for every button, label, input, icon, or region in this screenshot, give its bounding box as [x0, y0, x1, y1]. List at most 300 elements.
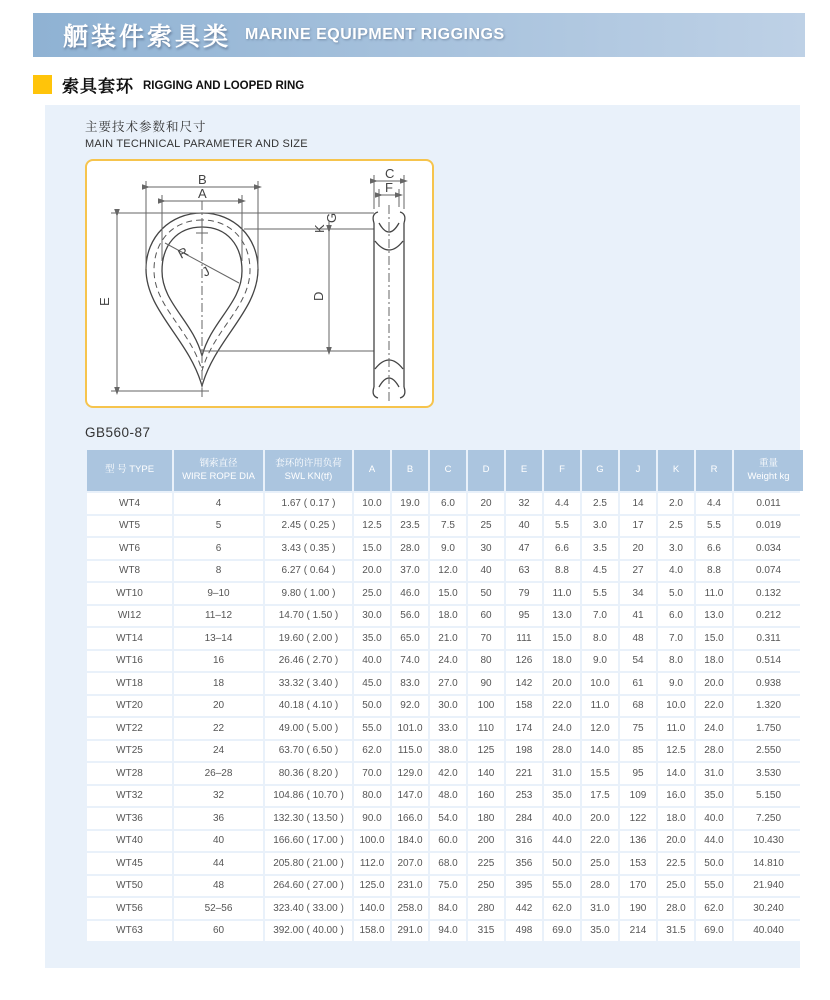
cell: WT63 — [87, 921, 172, 942]
cell: 36 — [174, 808, 263, 829]
cell: 40.040 — [734, 921, 803, 942]
cell: 125 — [468, 741, 504, 762]
cell: 4 — [174, 493, 263, 514]
cell: 129.0 — [392, 763, 428, 784]
cell: 15.0 — [696, 628, 732, 649]
cell: WT5 — [87, 516, 172, 537]
cell: 2.5 — [658, 516, 694, 537]
cell: 62.0 — [544, 898, 580, 919]
standard-number: GB560-87 — [85, 425, 151, 440]
cell: 5.5 — [544, 516, 580, 537]
table-row — [87, 718, 803, 739]
cell: 316 — [506, 831, 542, 852]
cell: 253 — [506, 786, 542, 807]
cell: 19.0 — [392, 493, 428, 514]
cell: 13–14 — [174, 628, 263, 649]
cell: 3.43 ( 0.35 ) — [265, 538, 352, 559]
cell: 136 — [620, 831, 656, 852]
cell: 60 — [174, 921, 263, 942]
cell: 48 — [620, 628, 656, 649]
subtitle-en: MAIN TECHNICAL PARAMETER AND SIZE — [85, 138, 308, 150]
cell: 80.36 ( 8.20 ) — [265, 763, 352, 784]
thimble-diagram — [87, 161, 432, 406]
cell: WT25 — [87, 741, 172, 762]
cell: 158.0 — [354, 921, 390, 942]
cell: 35.0 — [696, 786, 732, 807]
cell: 18.0 — [696, 651, 732, 672]
column-header: F — [544, 450, 580, 491]
cell: WT18 — [87, 673, 172, 694]
cell: 126 — [506, 651, 542, 672]
cell: 31.0 — [696, 763, 732, 784]
cell: 25.0 — [658, 876, 694, 897]
cell: WT36 — [87, 808, 172, 829]
cell: 9.0 — [430, 538, 466, 559]
cell: 100.0 — [354, 831, 390, 852]
cell: 291.0 — [392, 921, 428, 942]
cell: 221 — [506, 763, 542, 784]
cell: 28.0 — [658, 898, 694, 919]
cell: 14.810 — [734, 853, 803, 874]
cell: 61 — [620, 673, 656, 694]
column-header: G — [582, 450, 618, 491]
cell: WT28 — [87, 763, 172, 784]
cell: 11.0 — [544, 583, 580, 604]
cell: 6 — [174, 538, 263, 559]
cell: 392.00 ( 40.00 ) — [265, 921, 352, 942]
cell: 20.0 — [658, 831, 694, 852]
cell: 3.5 — [582, 538, 618, 559]
cell: 55.0 — [354, 718, 390, 739]
cell: 498 — [506, 921, 542, 942]
cell: 258.0 — [392, 898, 428, 919]
cell: 207.0 — [392, 853, 428, 874]
cell: 18 — [174, 673, 263, 694]
cell: 323.40 ( 33.00 ) — [265, 898, 352, 919]
cell: WT40 — [87, 831, 172, 852]
cell: 60.0 — [430, 831, 466, 852]
cell: 55.0 — [696, 876, 732, 897]
dim-label-g: G — [324, 212, 339, 223]
cell: 50.0 — [544, 853, 580, 874]
cell: 198 — [506, 741, 542, 762]
cell: 15.5 — [582, 763, 618, 784]
spec-table-head — [87, 450, 803, 491]
cell: 9–10 — [174, 583, 263, 604]
cell: 315 — [468, 921, 504, 942]
cell: 34 — [620, 583, 656, 604]
cell: 54.0 — [430, 808, 466, 829]
cell: 50 — [468, 583, 504, 604]
cell: 19.60 ( 2.00 ) — [265, 628, 352, 649]
column-header: D — [468, 450, 504, 491]
table-row — [87, 493, 803, 514]
cell: 22 — [174, 718, 263, 739]
cell: 40.0 — [696, 808, 732, 829]
cell: WT14 — [87, 628, 172, 649]
cell: 69.0 — [696, 921, 732, 942]
header-row — [87, 450, 803, 491]
cell: 44.0 — [696, 831, 732, 852]
cell: 28.0 — [582, 876, 618, 897]
cell: WT56 — [87, 898, 172, 919]
dim-label-e: E — [97, 297, 112, 306]
cell: 3.530 — [734, 763, 803, 784]
cell: 0.212 — [734, 606, 803, 627]
cell: 35.0 — [582, 921, 618, 942]
cell: 8.0 — [658, 651, 694, 672]
cell: 160 — [468, 786, 504, 807]
cell: 15.0 — [544, 628, 580, 649]
table-row — [87, 831, 803, 852]
cell: 1.320 — [734, 696, 803, 717]
cell: 28.0 — [696, 741, 732, 762]
cell: 7.0 — [658, 628, 694, 649]
cell: 56.0 — [392, 606, 428, 627]
cell: 15.0 — [354, 538, 390, 559]
section-title-en: RIGGING AND LOOPED RING — [143, 79, 305, 92]
cell: 75.0 — [430, 876, 466, 897]
cell: 190 — [620, 898, 656, 919]
cell: 0.132 — [734, 583, 803, 604]
cell: 170 — [620, 876, 656, 897]
cell: 90 — [468, 673, 504, 694]
dim-label-d: D — [311, 291, 326, 301]
cell: 22.5 — [658, 853, 694, 874]
cell: 38.0 — [430, 741, 466, 762]
dim-label-f: F — [385, 180, 393, 195]
cell: 68.0 — [430, 853, 466, 874]
cell: 20 — [174, 696, 263, 717]
column-header: 套环的许用负荷 SWL KN(tf) — [265, 450, 352, 491]
cell: 125.0 — [354, 876, 390, 897]
cell: 30.0 — [430, 696, 466, 717]
cell: 0.034 — [734, 538, 803, 559]
cell: 3.0 — [582, 516, 618, 537]
cell: 5.0 — [658, 583, 694, 604]
cell: 26.46 ( 2.70 ) — [265, 651, 352, 672]
cell: 110 — [468, 718, 504, 739]
cell: 80 — [468, 651, 504, 672]
cell: 16 — [174, 651, 263, 672]
cell: 7.250 — [734, 808, 803, 829]
cell: 15.0 — [430, 583, 466, 604]
cell: 24.0 — [696, 718, 732, 739]
cell: 70 — [468, 628, 504, 649]
cell: 41 — [620, 606, 656, 627]
table-row — [87, 583, 803, 604]
cell: 48 — [174, 876, 263, 897]
cell: 109 — [620, 786, 656, 807]
cell: 40 — [506, 516, 542, 537]
cell: 250 — [468, 876, 504, 897]
cell: 6.0 — [430, 493, 466, 514]
cell: 8.8 — [696, 561, 732, 582]
cell: 55.0 — [544, 876, 580, 897]
banner-title-zh: 舾装件索具类 — [63, 23, 232, 51]
cell: 12.5 — [354, 516, 390, 537]
cell: WT32 — [87, 786, 172, 807]
table-row — [87, 786, 803, 807]
cell: 35.0 — [544, 786, 580, 807]
cell: 442 — [506, 898, 542, 919]
cell: 205.80 ( 21.00 ) — [265, 853, 352, 874]
cell: 174 — [506, 718, 542, 739]
cell: 40.18 ( 4.10 ) — [265, 696, 352, 717]
cell: 44.0 — [544, 831, 580, 852]
cell: 40 — [468, 561, 504, 582]
cell: 5.5 — [582, 583, 618, 604]
cell: 30.0 — [354, 606, 390, 627]
cell: 9.0 — [582, 651, 618, 672]
cell: 184.0 — [392, 831, 428, 852]
cell: 49.00 ( 5.00 ) — [265, 718, 352, 739]
cell: WT4 — [87, 493, 172, 514]
cell: 5.5 — [696, 516, 732, 537]
column-header: K — [658, 450, 694, 491]
cell: 12.0 — [430, 561, 466, 582]
cell: 2.45 ( 0.25 ) — [265, 516, 352, 537]
cell: 47 — [506, 538, 542, 559]
cell: 112.0 — [354, 853, 390, 874]
cell: 25 — [468, 516, 504, 537]
table-row — [87, 853, 803, 874]
cell: WT16 — [87, 651, 172, 672]
cell: 44 — [174, 853, 263, 874]
cell: 12.0 — [582, 718, 618, 739]
cell: 4.0 — [658, 561, 694, 582]
cell: 2.0 — [658, 493, 694, 514]
column-header: C — [430, 450, 466, 491]
column-header: 重量 Weight kg — [734, 450, 803, 491]
cell: 32 — [174, 786, 263, 807]
cell: 0.938 — [734, 673, 803, 694]
cell: 14.70 ( 1.50 ) — [265, 606, 352, 627]
cell: 395 — [506, 876, 542, 897]
cell: 20.0 — [696, 673, 732, 694]
cell: 8.0 — [582, 628, 618, 649]
subtitle-zh: 主要技术参数和尺寸 — [85, 120, 207, 134]
cell: 31.5 — [658, 921, 694, 942]
cell: 18.0 — [658, 808, 694, 829]
cell: 12.5 — [658, 741, 694, 762]
cell: 16.0 — [658, 786, 694, 807]
cell: 214 — [620, 921, 656, 942]
cell: 30.240 — [734, 898, 803, 919]
cell: 42.0 — [430, 763, 466, 784]
cell: 62.0 — [696, 898, 732, 919]
cell: 25.0 — [354, 583, 390, 604]
cell: 74.0 — [392, 651, 428, 672]
section-curl — [400, 212, 405, 223]
cell: 14 — [620, 493, 656, 514]
cell: 25.0 — [582, 853, 618, 874]
cell: 7.5 — [430, 516, 466, 537]
dim-label-c: C — [385, 166, 395, 181]
cell: 11.0 — [696, 583, 732, 604]
cell: 11.0 — [582, 696, 618, 717]
cell: 62.0 — [354, 741, 390, 762]
cell: 14.0 — [658, 763, 694, 784]
cell: 40 — [174, 831, 263, 852]
table-row — [87, 898, 803, 919]
cell: 115.0 — [392, 741, 428, 762]
cell: 80.0 — [354, 786, 390, 807]
cell: 10.0 — [582, 673, 618, 694]
technical-drawing — [85, 159, 434, 408]
cell: 280 — [468, 898, 504, 919]
cell: 63 — [506, 561, 542, 582]
cell: 13.0 — [696, 606, 732, 627]
cell: 24.0 — [430, 651, 466, 672]
table-row — [87, 921, 803, 942]
cell: 20 — [620, 538, 656, 559]
page-banner — [33, 13, 805, 57]
cell: 20.0 — [354, 561, 390, 582]
table-row — [87, 741, 803, 762]
cell: 142 — [506, 673, 542, 694]
cell: 32 — [506, 493, 542, 514]
cell: WT45 — [87, 853, 172, 874]
cell: 8 — [174, 561, 263, 582]
cell: 68 — [620, 696, 656, 717]
cell: 3.0 — [658, 538, 694, 559]
cell: 75 — [620, 718, 656, 739]
cell: 140.0 — [354, 898, 390, 919]
cell: 1.750 — [734, 718, 803, 739]
column-header: 型 号 TYPE — [87, 450, 172, 491]
cell: 33.0 — [430, 718, 466, 739]
column-header: J — [620, 450, 656, 491]
cell: 28.0 — [392, 538, 428, 559]
banner-title-en: MARINE EQUIPMENT RIGGINGS — [245, 26, 505, 43]
cell: 79 — [506, 583, 542, 604]
table-row — [87, 606, 803, 627]
cell: 2.5 — [582, 493, 618, 514]
cell: 46.0 — [392, 583, 428, 604]
yellow-bullet-icon — [33, 75, 52, 94]
cell: 22.0 — [582, 831, 618, 852]
cell: 33.32 ( 3.40 ) — [265, 673, 352, 694]
cell: 122 — [620, 808, 656, 829]
cell: 13.0 — [544, 606, 580, 627]
cell: 60 — [468, 606, 504, 627]
cell: WT8 — [87, 561, 172, 582]
cell: 0.311 — [734, 628, 803, 649]
cell: 284 — [506, 808, 542, 829]
cell: 104.86 ( 10.70 ) — [265, 786, 352, 807]
cell: 95 — [620, 763, 656, 784]
cell: 9.80 ( 1.00 ) — [265, 583, 352, 604]
cell: 95 — [506, 606, 542, 627]
cell: 7.0 — [582, 606, 618, 627]
cell: WT20 — [87, 696, 172, 717]
cell: 27.0 — [430, 673, 466, 694]
cell: 48.0 — [430, 786, 466, 807]
dim-label-j: J — [199, 263, 213, 280]
cell: 31.0 — [544, 763, 580, 784]
cell: 69.0 — [544, 921, 580, 942]
table-row — [87, 516, 803, 537]
cell: 14.0 — [582, 741, 618, 762]
table-row — [87, 538, 803, 559]
table-row — [87, 808, 803, 829]
cell: WT22 — [87, 718, 172, 739]
column-header: B — [392, 450, 428, 491]
cell: 6.27 ( 0.64 ) — [265, 561, 352, 582]
cell: 54 — [620, 651, 656, 672]
section-title-zh: 索具套环 — [62, 76, 134, 96]
cell: 231.0 — [392, 876, 428, 897]
cell: 158 — [506, 696, 542, 717]
cell: 111 — [506, 628, 542, 649]
cell: 153 — [620, 853, 656, 874]
section-heading — [33, 73, 304, 95]
cell: 166.0 — [392, 808, 428, 829]
cell: 10.430 — [734, 831, 803, 852]
cell: 140 — [468, 763, 504, 784]
cell: 200 — [468, 831, 504, 852]
section-curl — [373, 387, 378, 398]
table-row — [87, 628, 803, 649]
cell: 147.0 — [392, 786, 428, 807]
cell: 4.5 — [582, 561, 618, 582]
column-header: A — [354, 450, 390, 491]
table-row — [87, 763, 803, 784]
cell: WT6 — [87, 538, 172, 559]
cell: 18.0 — [430, 606, 466, 627]
cell: WT50 — [87, 876, 172, 897]
cell: 65.0 — [392, 628, 428, 649]
spec-table-body — [87, 493, 803, 941]
cell: 21.940 — [734, 876, 803, 897]
cell: 20.0 — [582, 808, 618, 829]
cell: WI12 — [87, 606, 172, 627]
cell: 6.6 — [544, 538, 580, 559]
column-header: E — [506, 450, 542, 491]
cell: 100 — [468, 696, 504, 717]
cell: 2.550 — [734, 741, 803, 762]
cell: 31.0 — [582, 898, 618, 919]
cell: 84.0 — [430, 898, 466, 919]
cell: WT10 — [87, 583, 172, 604]
cell: 166.60 ( 17.00 ) — [265, 831, 352, 852]
cell: 4.4 — [544, 493, 580, 514]
cell: 0.019 — [734, 516, 803, 537]
table-row — [87, 561, 803, 582]
cell: 11.0 — [658, 718, 694, 739]
cell: 264.60 ( 27.00 ) — [265, 876, 352, 897]
cell: 1.67 ( 0.17 ) — [265, 493, 352, 514]
cell: 10.0 — [354, 493, 390, 514]
cell: 45.0 — [354, 673, 390, 694]
cell: 8.8 — [544, 561, 580, 582]
cell: 0.011 — [734, 493, 803, 514]
cell: 40.0 — [544, 808, 580, 829]
cell: 23.5 — [392, 516, 428, 537]
cell: 6.0 — [658, 606, 694, 627]
cell: 35.0 — [354, 628, 390, 649]
dim-label-k: K — [312, 224, 327, 233]
cell: 225 — [468, 853, 504, 874]
cell: 28.0 — [544, 741, 580, 762]
cell: 83.0 — [392, 673, 428, 694]
section-curl — [373, 212, 378, 223]
cell: 90.0 — [354, 808, 390, 829]
cell: 11–12 — [174, 606, 263, 627]
cell: 356 — [506, 853, 542, 874]
cell: 180 — [468, 808, 504, 829]
